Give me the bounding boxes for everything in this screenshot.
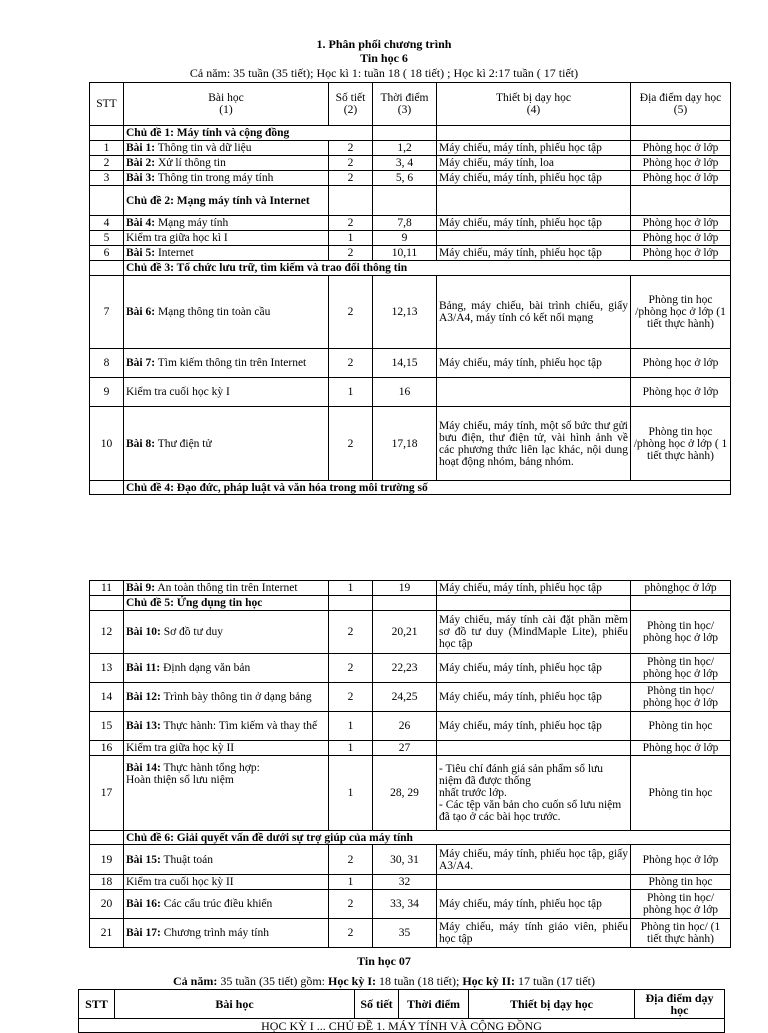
table-cell (90, 186, 124, 216)
table-cell (90, 481, 124, 495)
table-cell: 14 (90, 683, 124, 712)
table-cell (437, 126, 631, 141)
table-cell: Bài 1: Thông tin và dữ liệu (124, 141, 329, 156)
subject-title-grade7: Tin học 07 (357, 954, 411, 968)
header-time: Thời điểm (399, 990, 469, 1019)
table-cell: Bài 10: Sơ đồ tư duy (124, 611, 329, 654)
table-row (90, 890, 731, 919)
table-row (90, 756, 731, 831)
table-cell: Bài 12: Trình bày thông tin ở dạng bảng (124, 683, 329, 712)
table-cell: 9 (90, 378, 124, 407)
table-cell: Máy chiếu, máy tính, phiếu học tập (437, 654, 631, 683)
table-cell: 1 (329, 231, 373, 246)
table-cell: Phòng học ở lớp (631, 246, 731, 261)
table-cell: 1 (329, 712, 373, 741)
header-place: Địa điểm dạy học (5) (631, 83, 731, 126)
table-cell: 19 (373, 581, 437, 596)
table-cell (373, 126, 437, 141)
topic-row (90, 126, 731, 141)
table-cell: 18 (90, 875, 124, 890)
table-cell: Phòng tin học (631, 875, 731, 890)
table-cell: 16 (90, 741, 124, 756)
table-cell: 2 (329, 216, 373, 231)
table-cell: Máy chiếu, máy tính, phiếu học tập (437, 349, 631, 378)
topic-title: Chủ đề 2: Mạng máy tính và Internet (124, 186, 329, 216)
table-cell: 12 (90, 611, 124, 654)
table-cell: 12,13 (373, 276, 437, 349)
table-cell: 2 (329, 141, 373, 156)
header-equipment: Thiết bị dạy học (4) (437, 83, 631, 126)
topic-title: Chủ đề 6: Giải quyết vấn đề dưới sự trợ giúp của máy tính (124, 831, 731, 845)
topic-row (90, 831, 731, 845)
header-time: Thời điểm (3) (373, 83, 437, 126)
table-cell: 27 (373, 741, 437, 756)
table-cell: Kiểm tra cuối học kỳ II (124, 875, 329, 890)
table-cell: Bài 7: Tìm kiếm thông tin trên Internet (124, 349, 329, 378)
table-cell: 4 (90, 216, 124, 231)
table-row (90, 276, 731, 349)
subject-title-grade6: Tin học 6 (360, 51, 408, 65)
table-cell: 14,15 (373, 349, 437, 378)
table-cell: Phòng học ở lớp (631, 171, 731, 186)
partial-row-text: HỌC KỲ I ... CHỦ ĐỀ 1. MÁY TÍNH VÀ CỘNG ĐỒNG (79, 1019, 725, 1033)
table-cell: 5 (90, 231, 124, 246)
table-row (90, 171, 731, 186)
table-cell: 9 (373, 231, 437, 246)
table-cell: Bài 11: Định dạng văn bản (124, 654, 329, 683)
table-cell: 20 (90, 890, 124, 919)
table-cell: Bài 4: Mạng máy tính (124, 216, 329, 231)
table-cell: 2 (329, 890, 373, 919)
table-cell: Bảng, máy chiếu, bài trình chiếu, giấy A3/A4, máy tính có kết nối mạng (437, 276, 631, 349)
table-cell: Bài 16: Các cấu trúc điều khiển (124, 890, 329, 919)
topic-row (90, 596, 731, 611)
table-row (90, 581, 731, 596)
table-cell: 33, 34 (373, 890, 437, 919)
table-cell: 2 (90, 156, 124, 171)
table-cell: Phòng tin học/ phòng học ở lớp (631, 890, 731, 919)
table-cell (329, 186, 373, 216)
table-cell: 1 (329, 741, 373, 756)
table-cell: 7 (90, 276, 124, 349)
table-row (79, 1019, 725, 1033)
table-cell: Phòng tin học (631, 756, 731, 831)
table-cell: Phòng tin học/ phòng học ở lớp (631, 611, 731, 654)
table-cell: 1 (90, 141, 124, 156)
table-cell: Máy chiếu, máy tính, phiếu học tập (437, 141, 631, 156)
table-row (90, 141, 731, 156)
table-cell: Máy chiếu, máy tính, phiếu học tập (437, 171, 631, 186)
table-cell: 2 (329, 407, 373, 481)
table-cell: Phòng học ở lớp (631, 216, 731, 231)
table-cell: Máy chiếu, máy tính, phiếu học tập (437, 581, 631, 596)
table-cell: 6 (90, 246, 124, 261)
table-cell: Phòng học ở lớp (631, 231, 731, 246)
table-cell (437, 741, 631, 756)
table-cell: 2 (329, 845, 373, 875)
table-row (90, 875, 731, 890)
table-cell (437, 875, 631, 890)
table-cell (329, 596, 373, 611)
table-cell: Phòng học ở lớp (631, 741, 731, 756)
table-cell (437, 231, 631, 246)
table-cell: Bài 9: An toàn thông tin trên Internet (124, 581, 329, 596)
table-cell: Máy chiếu, máy tính, phiếu học tập (437, 683, 631, 712)
table-cell: 32 (373, 875, 437, 890)
header-periods: Số tiết (2) (329, 83, 373, 126)
table-cell: 17,18 (373, 407, 437, 481)
table-cell: 2 (329, 683, 373, 712)
table-row (90, 919, 731, 948)
table-cell: Máy chiếu, máy tính, phiếu học tập (437, 890, 631, 919)
table-row (90, 246, 731, 261)
table-cell: Phòng tin học (631, 712, 731, 741)
table-cell: 7,8 (373, 216, 437, 231)
header-periods: Số tiết (355, 990, 399, 1019)
table-cell: Bài 2: Xử lí thông tin (124, 156, 329, 171)
table-cell: phònghọc ở lớp (631, 581, 731, 596)
table-cell: 22,23 (373, 654, 437, 683)
table-cell: Bài 3: Thông tin trong máy tính (124, 171, 329, 186)
table-cell: Máy chiếu, máy tính giáo viên, phiếu học tập (437, 919, 631, 948)
table-cell: Phòng tin học/ phòng học ở lớp (631, 683, 731, 712)
table-cell: Phòng tin học/ (1 tiết thực hành) (631, 919, 731, 948)
table-row (90, 683, 731, 712)
table-row (90, 156, 731, 171)
table-cell: 1,2 (373, 141, 437, 156)
table-cell: Bài 14: Thực hành tổng hợp: Hoàn thiện sổ lưu niệm (124, 756, 329, 831)
topic-title: Chủ đề 1: Máy tính và cộng đồng (124, 126, 373, 141)
table-cell: 2 (329, 654, 373, 683)
table-cell: 1 (329, 756, 373, 831)
table-cell: 1 (329, 378, 373, 407)
topic-title: Chủ đề 4: Đạo đức, pháp luật và văn hóa trong môi trường số (124, 481, 731, 495)
table-header-row (79, 990, 725, 1019)
table-cell: Phòng tin học/ phòng học ở lớp (631, 654, 731, 683)
table-cell: 2 (329, 919, 373, 948)
table-cell: Bài 8: Thư điện tử (124, 407, 329, 481)
table-cell: 10,11 (373, 246, 437, 261)
table-cell: 24,25 (373, 683, 437, 712)
table-cell: Phòng tin học /phòng học ở lớp (1 tiết thực hành) (631, 276, 731, 349)
topic-title: Chủ đề 5: Ứng dụng tin học (124, 596, 329, 611)
table-row (90, 712, 731, 741)
topic-row (90, 481, 731, 495)
table-cell (373, 596, 437, 611)
table-cell (90, 831, 124, 845)
table-cell: 26 (373, 712, 437, 741)
table-cell: 1 (329, 875, 373, 890)
topic-title: Chủ đề 3: Tổ chức lưu trữ, tìm kiếm và trao đổi thông tin (124, 261, 731, 276)
table-cell: 13 (90, 654, 124, 683)
table-cell (631, 126, 731, 141)
table-cell: Bài 17: Chương trình máy tính (124, 919, 329, 948)
table-cell: Phòng học ở lớp (631, 349, 731, 378)
topic-row (90, 186, 731, 216)
table-cell (90, 261, 124, 276)
table-cell (90, 596, 124, 611)
table-cell: 11 (90, 581, 124, 596)
table-cell: Máy chiếu, máy tính cài đặt phần mềm sơ đồ tư duy (MindMaple Lite), phiếu học tập (437, 611, 631, 654)
table-row (90, 231, 731, 246)
table-row (90, 654, 731, 683)
table-cell (90, 126, 124, 141)
table-cell: 2 (329, 276, 373, 349)
table-cell: 2 (329, 171, 373, 186)
table-row (90, 378, 731, 407)
table-cell: Bài 15: Thuật toán (124, 845, 329, 875)
header-equipment: Thiết bị dạy học (469, 990, 635, 1019)
table-cell: 15 (90, 712, 124, 741)
table-cell: 1 (329, 581, 373, 596)
table-cell: 2 (329, 611, 373, 654)
header-lesson: Bài học (115, 990, 355, 1019)
table-cell: Máy chiếu, máy tính, phiếu học tập, giấy A3/A4. (437, 845, 631, 875)
table-cell: Phòng học ở lớp (631, 845, 731, 875)
curriculum-table-grade6-continued (89, 580, 731, 948)
table-cell: 5, 6 (373, 171, 437, 186)
table-cell: Kiểm tra giữa học kỳ II (124, 741, 329, 756)
table-cell: Phòng học ở lớp (631, 141, 731, 156)
table-cell: 20,21 (373, 611, 437, 654)
table-cell: Kiểm tra cuối học kỳ I (124, 378, 329, 407)
header-stt: STT (79, 990, 115, 1019)
header-lesson: Bài học (1) (124, 83, 329, 126)
table-cell (437, 378, 631, 407)
table-cell: 3, 4 (373, 156, 437, 171)
curriculum-table-grade7 (78, 989, 725, 1033)
table-cell: Máy chiếu, máy tính, phiếu học tập (437, 712, 631, 741)
table-cell: 30, 31 (373, 845, 437, 875)
table-cell: - Tiêu chí đánh giá sản phẩm sổ lưu niệm đã được thống nhất trước lớp. - Các tệp văn bản cho cuốn sổ lưu niệm đã tạo ở các bài học trước. (437, 756, 631, 831)
table-cell: Phòng học ở lớp (631, 156, 731, 171)
table-cell (437, 186, 631, 216)
table-cell (373, 186, 437, 216)
table-cell: Bài 6: Mạng thông tin toàn cầu (124, 276, 329, 349)
table-cell: 2 (329, 246, 373, 261)
table-cell: Bài 5: Internet (124, 246, 329, 261)
table-cell: 21 (90, 919, 124, 948)
table-row (90, 349, 731, 378)
table-row (90, 216, 731, 231)
table-cell: Bài 13: Thực hành: Tìm kiếm và thay thế (124, 712, 329, 741)
table-row (90, 845, 731, 875)
table-cell: 35 (373, 919, 437, 948)
table-cell: Máy chiếu, máy tính, một số bức thư gửi bưu điện, thư điện tử, vài hình ảnh về các phương thức liên lạc khác, nội dung hoạt động nhóm, bảng nhóm. (437, 407, 631, 481)
table-row (90, 741, 731, 756)
table-cell: Máy chiếu, máy tính, phiếu học tập (437, 246, 631, 261)
table-cell (631, 596, 731, 611)
table-cell: Máy chiếu, máy tính, loa (437, 156, 631, 171)
table-cell (437, 596, 631, 611)
header-place: Địa điểm dạy học (635, 990, 725, 1019)
schedule-summary-grade7: Cả năm: 35 tuần (35 tiết) gồm: Học kỳ I: 18 tuần (18 tiết); Học kỳ II: 17 tuần (17 tiết) (173, 974, 595, 988)
schedule-summary-grade6: Cả năm: 35 tuần (35 tiết); Học kì 1: tuần 18 ( 18 tiết) ; Học kì 2:17 tuần ( 17 tiết) (189, 66, 579, 80)
table-cell: 16 (373, 378, 437, 407)
table-cell: Phòng học ở lớp (631, 378, 731, 407)
table-row (90, 407, 731, 481)
document-heading: 1. Phân phối chương trình (316, 37, 452, 51)
table-cell: 2 (329, 156, 373, 171)
table-cell: 28, 29 (373, 756, 437, 831)
table-cell: 8 (90, 349, 124, 378)
topic-row (90, 261, 731, 276)
table-cell: Phòng tin học /phòng học ở lớp ( 1 tiết thực hành) (631, 407, 731, 481)
table-cell: 10 (90, 407, 124, 481)
table-cell: 19 (90, 845, 124, 875)
table-cell: Kiểm tra giữa học kì I (124, 231, 329, 246)
table-cell: 17 (90, 756, 124, 831)
table-header-row (90, 83, 731, 126)
curriculum-table-grade6 (89, 82, 731, 495)
table-cell: 2 (329, 349, 373, 378)
table-row (90, 611, 731, 654)
header-stt: STT (90, 83, 124, 126)
table-cell: 3 (90, 171, 124, 186)
table-cell: Máy chiếu, máy tính, phiếu học tập (437, 216, 631, 231)
table-cell (631, 186, 731, 216)
